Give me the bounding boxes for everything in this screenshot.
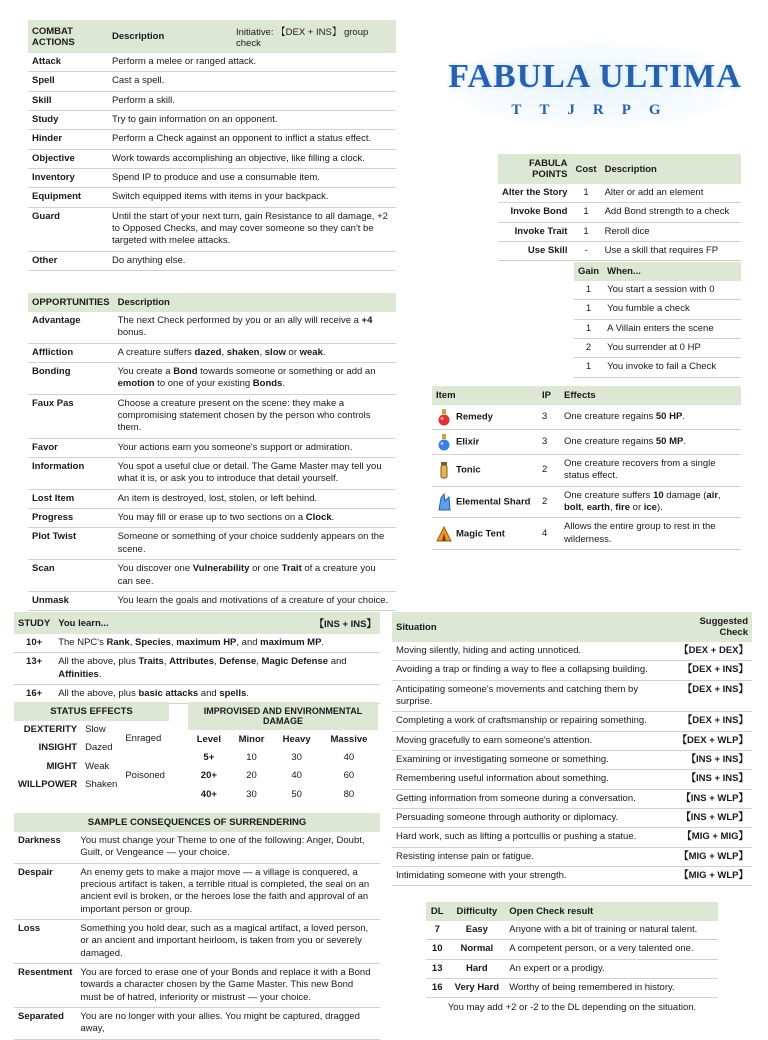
item-name [432,518,538,550]
logo-title: FABULA ULTIMA [448,58,742,95]
suggested-check: 【MIG + WLP】 [666,847,752,866]
dl-col-header: Difficulty [448,902,505,921]
fp-gain-amount: 1 [574,358,603,377]
action-description: Try to gain information on an opponent. [108,111,396,130]
damage-col-header: Heavy [273,730,319,749]
fp-gain-row [574,358,741,377]
dl-result: Worthy of being remembered in history. [505,979,718,998]
status-weak: Weak [85,760,110,772]
situation-text: Remembering useful information about something. [392,770,666,789]
study-result: All the above, plus basic attacks and spells. [54,685,380,704]
damage-table [188,702,378,804]
action-name: Hinder [28,130,108,149]
col-situation: Situation [392,612,666,642]
item-label: Elixir [456,436,480,448]
combat-action-row [28,53,396,72]
damage-cell: 20 [246,770,257,782]
opportunity-name: Plot Twist [28,528,114,560]
dl-table [426,902,718,1013]
damage-title: IMPROVISED AND ENVIRONMENTAL DAMAGE [188,702,378,730]
damage-cell: 60 [343,770,355,782]
opportunity-description: The next Check performed by you or an ally will receive a +4 bonus. [114,312,396,343]
situation-row [392,642,752,661]
situation-row [392,661,752,680]
combat-action-row [28,207,396,251]
suggested-check: 【DEX + INS】 [666,712,752,731]
fp-gain-amount: 2 [574,339,603,358]
item-name [432,455,538,487]
status-shaken: Shaken [85,779,118,791]
study-row [14,634,380,653]
study-result: All the above, plus Traits, Attributes, Defense, Magic Defense and Affinities. [54,653,380,685]
col-opportunities: OPPORTUNITIES [28,293,114,312]
consequence-name: Loss [14,920,76,964]
consequence-description: You must change your Theme to one of the following: Anger, Doubt, Guilt, or Vengeance — your choice. [76,832,380,863]
consequence-description: Something you hold dear, such as a magical artifact, a loved person, or an ancient and important heirloom, is taken from you or severely damaged. [76,920,380,964]
opportunity-row [28,528,396,560]
action-name: Objective [28,149,108,168]
fabula-points-table [498,154,741,261]
fp-description: Add Bond strength to a check [601,203,741,222]
fabula-point-row [498,184,741,203]
dl-value: 7 [426,921,448,940]
opportunity-name: Scan [28,560,114,592]
item-effect: Allows the entire group to rest in the wilderness. [560,518,741,550]
dl-difficulty: Easy [448,921,505,940]
col-combat-actions: COMBAT ACTIONS [28,20,108,53]
dl-difficulty: Normal [448,940,505,959]
situation-row [392,712,752,731]
suggested-check: 【MIG + MIG】 [666,828,752,847]
status-poisoned: Poisoned [125,769,165,781]
fp-gain-when: You start a session with 0 [603,281,741,300]
item-effect: One creature suffers 10 damage (air, bolt, earth, fire or ice). [560,486,741,518]
dl-difficulty: Very Hard [448,979,505,998]
situation-text: Examining or investigating someone or something. [392,751,666,770]
situation-text: Avoiding a trap or finding a way to flee a collapsing building. [392,661,666,680]
opportunity-row [28,458,396,490]
items-table [432,386,741,550]
fp-cost: 1 [571,222,600,241]
tent-icon [436,525,452,543]
item-row [432,405,741,430]
opportunity-row [28,312,396,343]
col-effects: Effects [560,386,741,405]
suggested-check: 【DEX + DEX】 [666,642,752,661]
action-name: Study [28,111,108,130]
item-row [432,486,741,518]
item-label: Remedy [456,411,493,423]
item-row [432,455,741,487]
fp-gain-amount: 1 [574,300,603,319]
item-ip: 3 [538,405,560,430]
consequence-name: Separated [14,1008,76,1040]
action-description: Work towards accomplishing an objective, like filling a clock. [108,149,396,168]
situation-text: Resisting intense pain or fatigue. [392,847,666,866]
col-description: Description [114,293,396,312]
item-effect: One creature recovers from a single status effect. [560,455,741,487]
item-name [432,430,538,455]
dl-row [426,979,718,998]
situation-row [392,789,752,808]
study-threshold: 16+ [14,685,54,704]
fabula-ultima-logo [435,40,755,140]
item-row [432,430,741,455]
action-name: Inventory [28,169,108,188]
col-cost: Cost [571,154,600,184]
surrender-row [14,1008,380,1040]
fp-gain-row [574,319,741,338]
fp-gain-table [574,262,741,378]
damage-cell: 30 [246,788,257,800]
damage-col-header: Massive [320,730,378,749]
study-row [14,685,380,704]
col-item: Item [432,386,538,405]
opportunity-row [28,591,396,610]
status-effects-title: STATUS EFFECTS [14,702,169,721]
dl-value: 13 [426,959,448,978]
attr-dexterity: DEXTERITY [23,724,78,735]
situation-row [392,731,752,750]
opportunity-row [28,560,396,592]
opportunity-row [28,438,396,457]
action-name: Attack [28,53,108,72]
damage-row [188,767,378,785]
situation-table [392,612,752,886]
col-study: STUDY [14,612,54,634]
dl-col-header: DL [426,902,448,921]
suggested-check: 【DEX + WLP】 [666,731,752,750]
damage-cell: 40+ [200,788,217,800]
surrender-row [14,964,380,1008]
item-label: Elemental Shard [456,496,531,508]
opportunity-name: Advantage [28,312,114,343]
col-you-learn: You learn... [54,612,203,634]
opportunity-name: Bonding [28,363,114,395]
situation-text: Hard work, such as lifting a portcullis or pushing a statue. [392,828,666,847]
item-ip: 4 [538,518,560,550]
fp-gain-row [574,300,741,319]
action-name: Guard [28,207,108,251]
combat-action-row [28,72,396,91]
combat-action-row [28,251,396,270]
situation-text: Getting information from someone during a conversation. [392,789,666,808]
item-effect: One creature regains 50 HP. [560,405,741,430]
damage-cell: 40 [343,752,355,763]
action-description: Perform a melee or ranged attack. [108,53,396,72]
opportunity-description: You spot a useful clue or detail. The Game Master may tell you what it is, or ask you to introduce that detail yourself. [114,458,396,490]
situation-text: Persuading someone through authority or diplomacy. [392,809,666,828]
study-result: The NPC's Rank, Species, maximum HP, and maximum MP. [54,634,380,653]
opportunity-description: Someone or something of your choice suddenly appears on the scene. [114,528,396,560]
damage-col-header: Minor [230,730,274,749]
situation-text: Anticipating someone's movements and catching them by surprise. [392,680,666,712]
opportunity-row [28,509,396,528]
dl-row [426,959,718,978]
dl-row [426,921,718,940]
suggested-check: 【INS + WLP】 [666,789,752,808]
dl-result: A competent person, or a very talented one. [505,940,718,959]
action-name: Spell [28,72,108,91]
item-effect: One creature regains 50 MP. [560,430,741,455]
situation-row [392,867,752,886]
fp-cost: 1 [571,203,600,222]
study-check: 【INS + INS】 [203,612,380,634]
action-description: Spend IP to produce and use a consumable item. [108,169,396,188]
opportunity-description: An item is destroyed, lost, stolen, or left behind. [114,489,396,508]
col-ip: IP [538,386,560,405]
surrender-title: SAMPLE CONSEQUENCES OF SURRENDERING [14,813,380,832]
fp-gain-row [574,281,741,300]
consequence-description: You are forced to erase one of your Bonds and replace it with a Bond towards a character chosen by the Game Master. This new Bond must be of hatred, inferiority or mistrust — your choice. [76,964,380,1008]
situation-text: Moving gracefully to earn someone's attention. [392,731,666,750]
opportunity-name: Unmask [28,591,114,610]
item-ip: 2 [538,455,560,487]
opportunity-description: Your actions earn you someone's support or admiration. [114,438,396,457]
fabula-point-row [498,203,741,222]
col-description: Description [108,20,232,53]
dl-note: You may add +2 or -2 to the DL depending on the situation. [447,1002,697,1014]
fp-gain-when: You fumble a check [603,300,741,319]
study-threshold: 13+ [14,653,54,685]
damage-cell: 10 [246,752,257,763]
damage-cell: 5+ [203,752,215,763]
fp-description: Use a skill that requires FP [601,242,741,261]
study-threshold: 10+ [14,634,54,653]
surrender-table [14,813,380,1040]
damage-cell: 50 [291,788,302,800]
opportunity-description: You learn the goals and motivations of a creature of your choice. [114,591,396,610]
opportunity-row [28,363,396,395]
fp-gain-row [574,339,741,358]
damage-cell: 30 [291,752,302,763]
combat-action-row [28,130,396,149]
damage-col-header: Level [188,730,230,749]
consequence-name: Despair [14,863,76,919]
consequence-description: You are no longer with your allies. You might be captured, dragged away, [76,1008,380,1040]
fp-cost: - [571,242,600,261]
surrender-row [14,832,380,863]
dl-row [426,940,718,959]
opportunity-name: Affliction [28,343,114,362]
dl-difficulty: Hard [448,959,505,978]
fp-gain-amount: 1 [574,319,603,338]
action-description: Until the start of your next turn, gain Resistance to all damage, +2 to Opposed Checks, and may cover someone so they can't be targeted with melee attacks. [108,207,396,251]
action-description: Do anything else. [108,251,396,270]
situation-row [392,828,752,847]
fp-gain-when: You invoke to fail a Check [603,358,741,377]
opportunity-row [28,343,396,362]
attr-insight: INSIGHT [38,742,78,754]
action-description: Perform a skill. [108,91,396,110]
combat-action-row [28,188,396,207]
col-fabula-points: FABULA POINTS [498,154,571,184]
suggested-check: 【MIG + WLP】 [666,867,752,886]
damage-row [188,786,378,804]
fp-gain-when: A Villain enters the scene [603,319,741,338]
item-label: Magic Tent [456,528,505,540]
fabula-point-row [498,222,741,241]
item-row [432,518,741,550]
potion-red-icon [436,408,452,426]
crystal-icon [436,493,452,511]
opportunity-description: You create a Bond towards someone or something or add an emotion to one of your existing Bonds. [114,363,396,395]
opportunity-name: Lost Item [28,489,114,508]
opportunity-name: Faux Pas [28,394,114,438]
opportunities-table [28,293,396,611]
suggested-check: 【DEX + INS】 [666,661,752,680]
fp-use-name: Use Skill [498,242,571,261]
status-dazed: Dazed [85,742,113,754]
opportunity-name: Information [28,458,114,490]
suggested-check: 【INS + INS】 [666,770,752,789]
combat-action-row [28,91,396,110]
consequence-name: Darkness [14,832,76,863]
situation-text: Intimidating someone with your strength. [392,867,666,886]
fp-description: Alter or add an element [601,184,741,203]
fp-cost: 1 [571,184,600,203]
damage-cell: 40 [291,770,302,782]
opportunity-description: You may fill or erase up to two sections on a Clock. [114,509,396,528]
surrender-row [14,920,380,964]
dl-result: An expert or a prodigy. [505,959,718,978]
logo-subtitle: TTJRPG [511,102,679,118]
opportunity-name: Progress [28,509,114,528]
fp-gain-amount: 1 [574,281,603,300]
fp-use-name: Invoke Bond [498,203,571,222]
opportunity-row [28,394,396,438]
col-gain: Gain [574,262,603,281]
situation-row [392,770,752,789]
situation-row [392,847,752,866]
situation-row [392,751,752,770]
fabula-point-row [498,242,741,261]
situation-text: Moving silently, hiding and acting unnoticed. [392,642,666,661]
consequence-name: Resentment [14,964,76,1008]
col-description: Description [601,154,741,184]
combat-actions-table [28,20,396,271]
item-name [432,486,538,518]
fp-use-name: Alter the Story [498,184,571,203]
surrender-row [14,863,380,919]
consequence-description: An enemy gets to make a major move — a village is conquered, a precious artifact is taken, a terrible ritual is completed, the seal on an ancient evil is broken, or the heroes lose the faith and approval of an important person or group. [76,863,380,919]
situation-text: Completing a work of craftsmanship or repairing something. [392,712,666,731]
opportunity-description: A creature suffers dazed, shaken, slow or weak. [114,343,396,362]
opportunity-name: Favor [28,438,114,457]
suggested-check: 【DEX + INS】 [666,680,752,712]
status-effects-table [14,702,168,794]
item-label: Tonic [456,464,481,476]
dl-col-header: Open Check result [505,902,718,921]
situation-row [392,809,752,828]
item-ip: 3 [538,430,560,455]
suggested-check: 【INS + INS】 [666,751,752,770]
potion-blue-icon [436,433,452,451]
suggested-check: 【INS + WLP】 [666,809,752,828]
opportunity-description: Choose a creature present on the scene: they make a compromising statement chosen by the person who controls them. [114,394,396,438]
situation-row [392,680,752,712]
action-description: Switch equipped items with items in your backpack. [108,188,396,207]
attr-willpower: WILLPOWER [18,779,78,791]
combat-action-row [28,111,396,130]
opportunity-row [28,489,396,508]
study-row [14,653,380,685]
study-table [14,612,380,704]
damage-cell: 20+ [200,770,217,782]
item-ip: 2 [538,486,560,518]
col-when: When... [603,262,741,281]
status-slow: Slow [85,724,106,735]
action-name: Skill [28,91,108,110]
vial-icon [436,461,452,479]
item-name [432,405,538,430]
dl-result: Anyone with a bit of training or natural talent. [505,921,718,940]
fp-description: Reroll dice [601,222,741,241]
dl-value: 16 [426,979,448,998]
dl-value: 10 [426,940,448,959]
col-suggested-check: Suggested Check [666,612,752,642]
combat-action-row [28,149,396,168]
damage-cell: 80 [343,788,355,800]
initiative-note: Initiative: 【DEX + INS】 group check [232,20,396,53]
action-description: Perform a Check against an opponent to inflict a status effect. [108,130,396,149]
damage-row [188,749,378,767]
status-enraged: Enraged [125,733,162,745]
attr-might: MIGHT [46,760,78,772]
action-description: Cast a spell. [108,72,396,91]
combat-action-row [28,169,396,188]
action-name: Other [28,251,108,270]
fp-use-name: Invoke Trait [498,222,571,241]
fp-gain-when: You surrender at 0 HP [603,339,741,358]
action-name: Equipment [28,188,108,207]
opportunity-description: You discover one Vulnerability or one Trait of a creature you can see. [114,560,396,592]
